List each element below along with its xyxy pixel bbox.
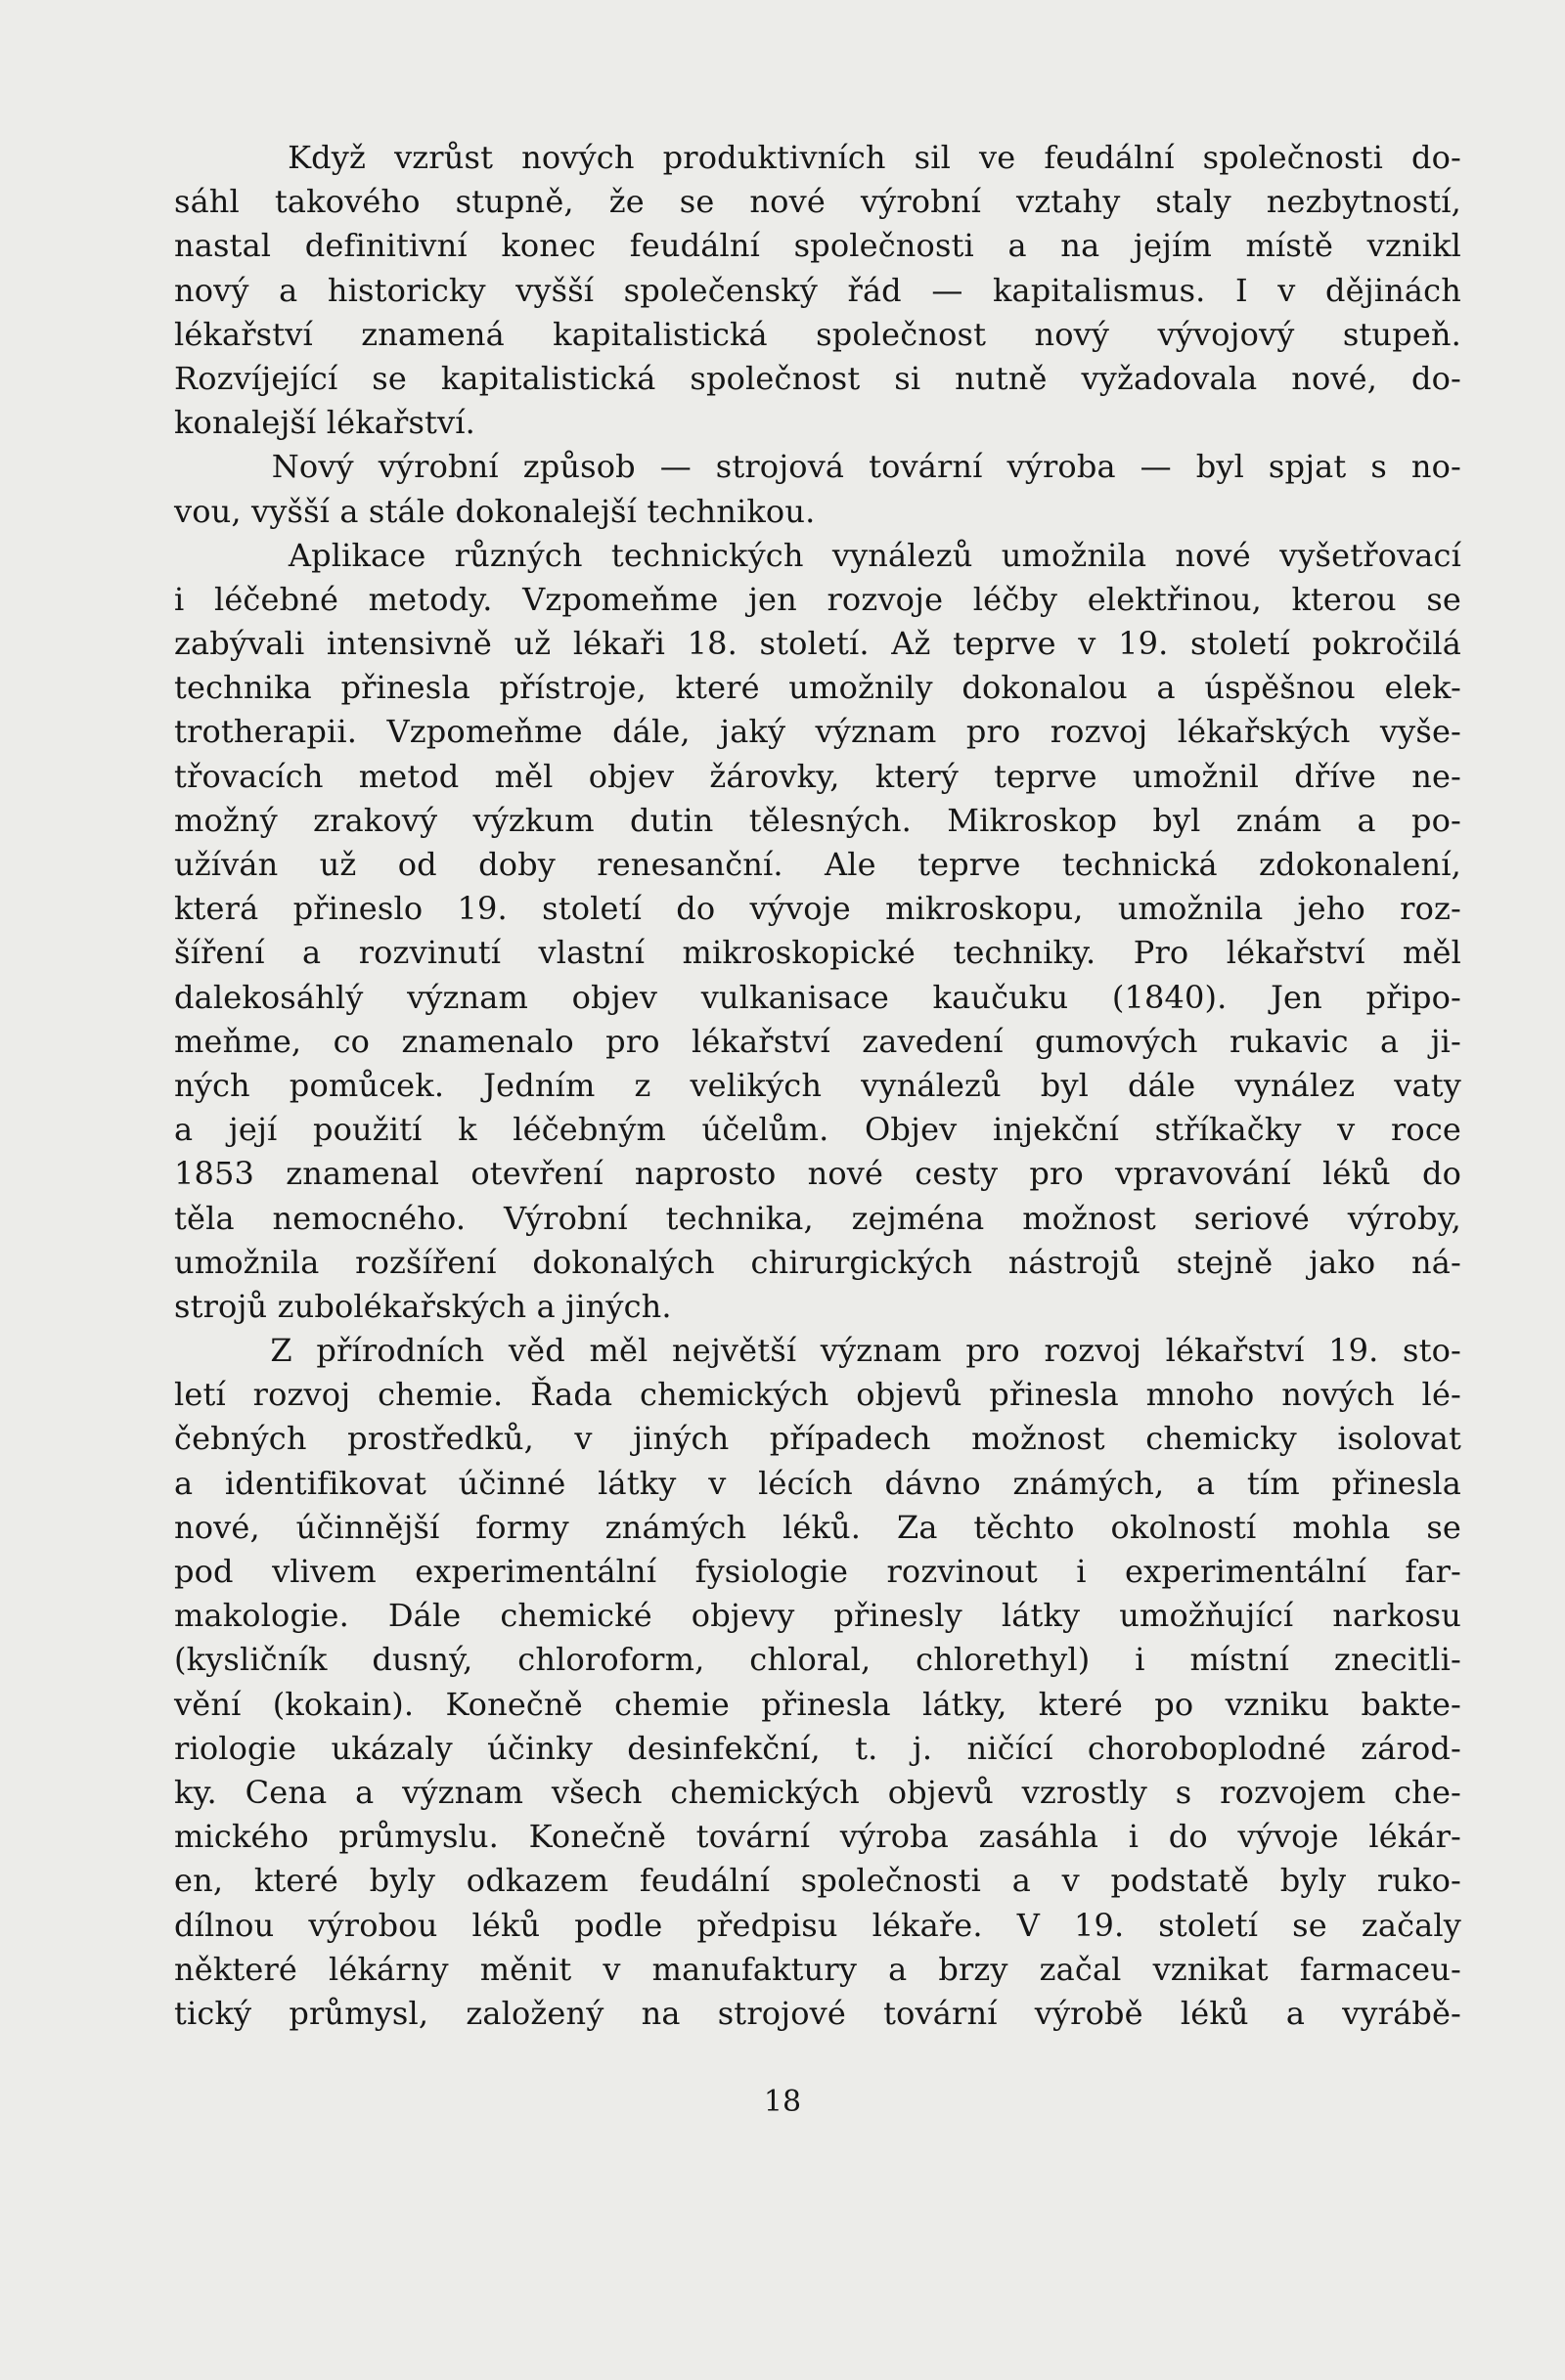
text-line: a její použití k léčebným účelům. Objev injekční stříkačky v roce [174, 1111, 1461, 1149]
text-line: těla nemocného. Výrobní technika, zejména možnost seriové výroby, [174, 1199, 1461, 1237]
text-line: makologie. Dále chemické objevy přinesly látky umožňující narkosu [174, 1597, 1461, 1635]
text-line: technika přinesla přístroje, které umožnily dokonalou a úspěšnou elek- [174, 669, 1461, 707]
text-line: mického průmyslu. Konečně tovární výroba zasáhla i do vývoje lékár- [174, 1818, 1461, 1856]
text-line: meňme, co znamenalo pro lékařství zavedení gumových rukavic a ji- [174, 1022, 1461, 1060]
text-line: pod vlivem experimentální fysiologie rozvinout i experimentální far- [174, 1553, 1461, 1590]
text-line: užíván už od doby renesanční. Ale teprve technická zdokonalení, [174, 846, 1461, 883]
text-line: třovacích metod měl objev žárovky, který teprve umožnil dříve ne- [174, 757, 1461, 795]
text-line: ky. Cena a význam všech chemických objevů vzrostly s rozvojem che- [174, 1773, 1461, 1811]
text-line: strojů zubolékařských a jiných. [174, 1287, 672, 1325]
page-number: 18 [763, 2085, 802, 2119]
text-line: nový a historicky vyšší společenský řád — kapitalismus. I v dějinách [174, 271, 1461, 309]
text-line: (kysličník dusný, chloroform, chloral, chlorethyl) i místní znecitli- [174, 1641, 1461, 1679]
text-line: lékařství znamená kapitalistická společnost nový vývojový stupeň. [174, 315, 1461, 353]
text-line: čebných prostředků, v jiných případech možnost chemicky isolovat [174, 1420, 1461, 1458]
text-line: některé lékárny měnit v manufaktury a brzy začal vznikat farmaceu- [174, 1950, 1461, 1988]
text-line: možný zrakový výzkum dutin tělesných. Mikroskop byl znám a po- [174, 801, 1461, 839]
text-line: en, které byly odkazem feudální společnosti a v podstatě byly ruko- [174, 1862, 1461, 1900]
text-line: nové, účinnější formy známých léků. Za těchto okolností mohla se [174, 1508, 1461, 1546]
text-line: vou, vyšší a stále dokonalejší technikou. [174, 492, 816, 530]
text-line: Z přírodních věd měl největší význam pro rozvoj lékařství 19. sto- [174, 1332, 1461, 1370]
text-line: sáhl takového stupně, že se nové výrobní vztahy staly nezbytností, [174, 183, 1461, 221]
text-line: riologie ukázaly účinky desinfekční, t. j. ničící choroboplodné zárod- [174, 1729, 1461, 1767]
text-line: ných pomůcek. Jedním z velikých vynálezů byl dále vynález vaty [174, 1066, 1461, 1104]
text-line: Nový výrobní způsob — strojová tovární výroba — byl spjat s no- [174, 448, 1461, 486]
text-line: dalekosáhlý význam objev vulkanisace kaučuku (1840). Jen připo- [174, 978, 1461, 1016]
text-line: tický průmysl, založený na strojové tovární výrobě léků a vyrábě- [174, 1994, 1461, 2032]
text-line: letí rozvoj chemie. Řada chemických objevů přinesla mnoho nových lé- [174, 1376, 1461, 1414]
text-line: umožnila rozšíření dokonalých chirurgických nástrojů stejně jako ná- [174, 1243, 1461, 1281]
text-line: dílnou výrobou léků podle předpisu lékaře. V 19. století se začaly [174, 1906, 1461, 1944]
text-line: zabývali intensivně už lékaři 18. století. Až teprve v 19. století pokročilá [174, 625, 1461, 663]
text-line: nastal definitivní konec feudální společnosti a na jejím místě vznikl [174, 227, 1461, 265]
text-line: která přineslo 19. století do vývoje mikroskopu, umožnila jeho roz- [174, 890, 1461, 928]
text-line: Aplikace různých technických vynálezů umožnila nové vyšetřovací [174, 536, 1461, 574]
text-line: trotherapii. Vzpomeňme dále, jaký význam pro rozvoj lékařských vyše- [174, 713, 1461, 751]
text-line: 1853 znamenal otevření naprosto nové cesty pro vpravování léků do [174, 1155, 1461, 1193]
text-line: a identifikovat účinné látky v lécích dávno známých, a tím přinesla [174, 1464, 1461, 1502]
text-line: šíření a rozvinutí vlastní mikroskopické techniky. Pro lékařství měl [174, 934, 1461, 972]
text-line: i léčebné metody. Vzpomeňme jen rozvoje léčby elektřinou, kterou se [174, 580, 1461, 618]
text-line: konalejší lékařství. [174, 404, 475, 442]
text-line: Rozvíjející se kapitalistická společnost si nutně vyžadovala nové, do- [174, 359, 1461, 397]
text-line: Když vzrůst nových produktivních sil ve feudální společnosti do- [174, 139, 1461, 176]
text-line: vění (kokain). Konečně chemie přinesla látky, které po vzniku bakte- [174, 1685, 1461, 1723]
body-text [174, 136, 1461, 2036]
